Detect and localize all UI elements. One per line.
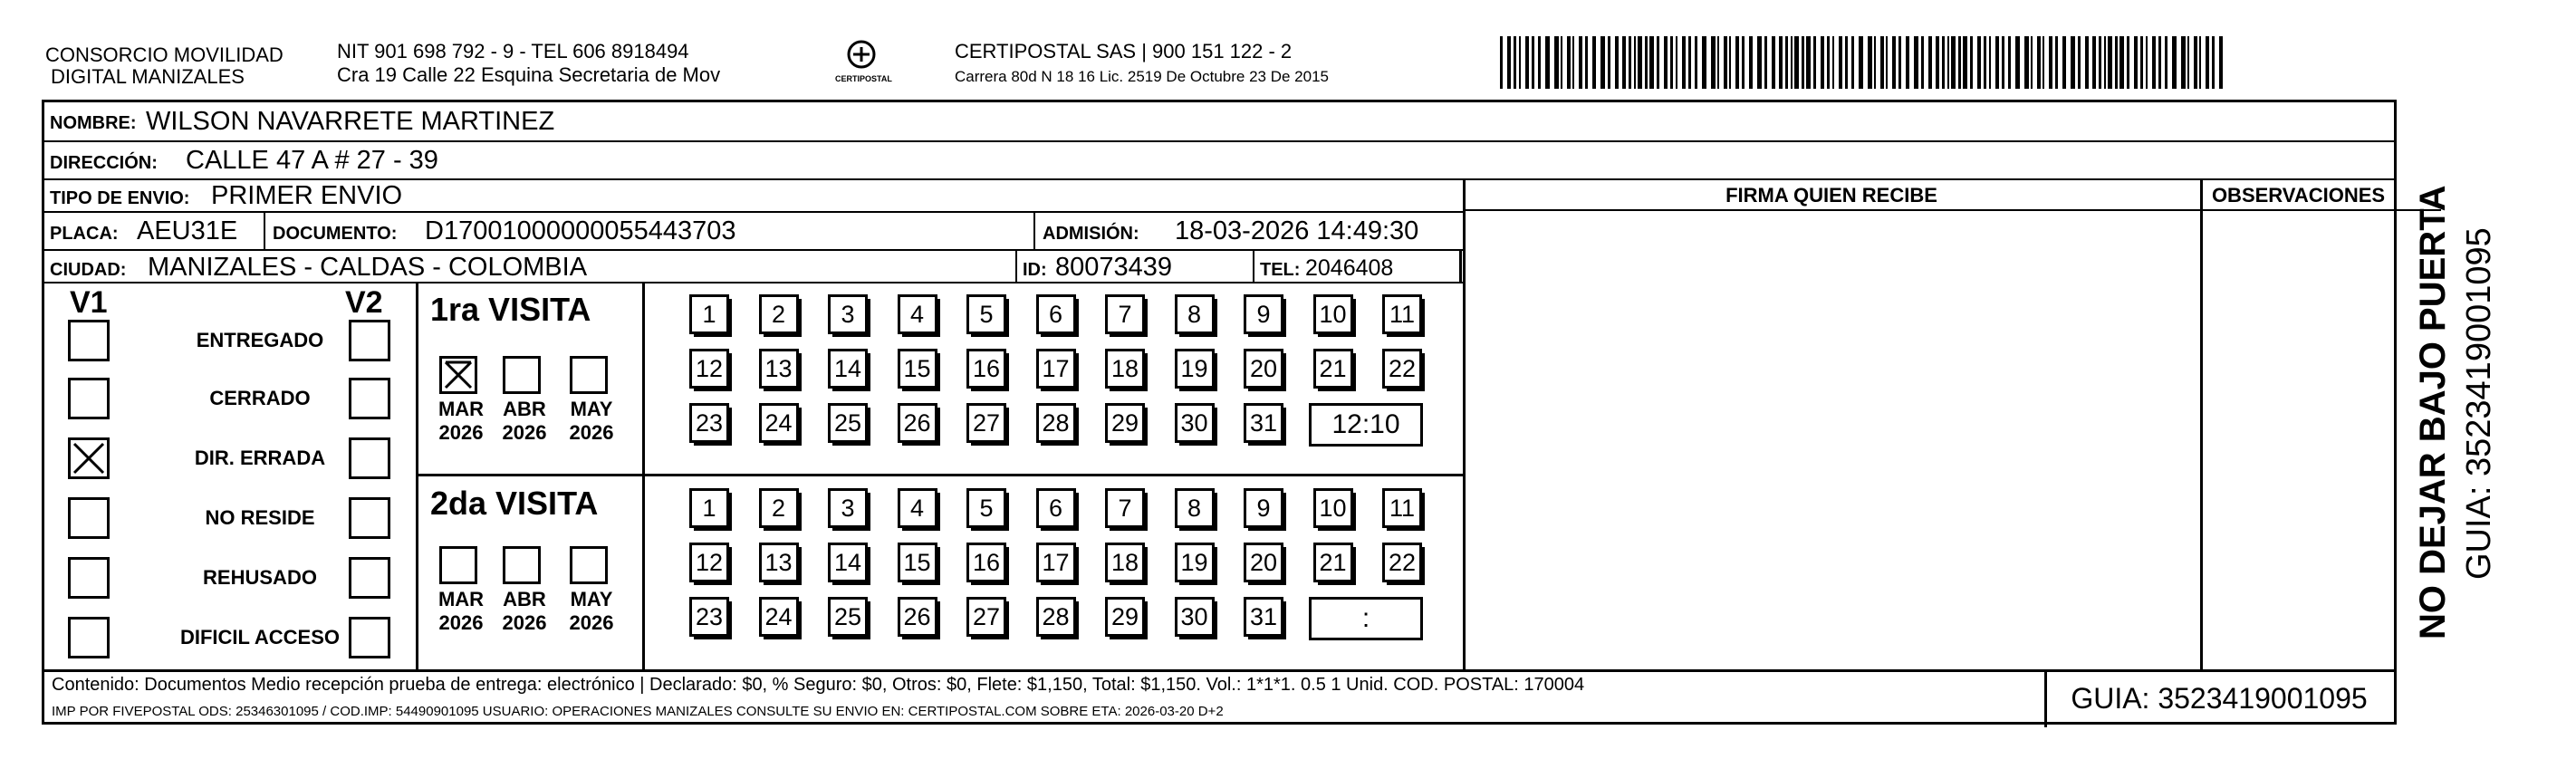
barcode-bar bbox=[1676, 36, 1677, 89]
barcode-bar bbox=[1608, 36, 1610, 89]
second-visit-day-box[interactable]: 20 bbox=[1244, 543, 1283, 582]
barcode-bar bbox=[1735, 36, 1739, 89]
barcode-bar bbox=[1989, 36, 1991, 89]
barcode-bar bbox=[1906, 36, 1909, 89]
first-visit-day-box[interactable]: 3 bbox=[828, 294, 868, 334]
first-visit-day-box[interactable]: 18 bbox=[1105, 349, 1145, 389]
second-visit-year-label: 2026 bbox=[438, 611, 484, 634]
barcode-bar bbox=[2024, 36, 2029, 89]
second-visit-title: 2da VISITA bbox=[430, 485, 599, 522]
barcode-bar bbox=[1806, 36, 1811, 89]
placa-label: PLACA: bbox=[50, 224, 119, 244]
visit-option-label: ENTREGADO bbox=[196, 329, 324, 351]
second-visit-day-box[interactable]: 1 bbox=[689, 488, 729, 528]
tel-label: TEL: bbox=[1260, 260, 1301, 280]
barcode-bar bbox=[1947, 36, 1949, 89]
second-visit-month-label: ABR bbox=[503, 588, 546, 610]
second-visit-month-checkbox[interactable] bbox=[439, 546, 477, 584]
days-right-border bbox=[1463, 283, 1466, 669]
visit-separator bbox=[416, 474, 1463, 476]
admision-value: 18-03-2026 14:49:30 bbox=[1175, 216, 1419, 245]
v2-label: V2 bbox=[345, 285, 383, 320]
first-visit-day-box[interactable]: 29 bbox=[1105, 403, 1145, 443]
second-visit-day-box[interactable]: 5 bbox=[966, 488, 1006, 528]
nombre-label: NOMBRE: bbox=[50, 113, 137, 133]
first-visit-day-box[interactable]: 13 bbox=[759, 349, 799, 389]
first-visit-day-box[interactable]: 31 bbox=[1244, 403, 1283, 443]
tipo-value: PRIMER ENVIO bbox=[211, 181, 403, 210]
barcode-bar bbox=[2158, 36, 2161, 89]
barcode-bar bbox=[1928, 36, 1932, 89]
barcode-bar bbox=[1717, 36, 1719, 89]
barcode-bar bbox=[1500, 36, 1503, 89]
barcode-bar bbox=[2071, 36, 2075, 89]
barcode-bar bbox=[1657, 36, 1659, 89]
second-visit-day-box[interactable]: 4 bbox=[898, 488, 937, 528]
barcode-bar bbox=[1711, 36, 1716, 89]
v1-checkbox[interactable] bbox=[68, 557, 110, 599]
first-visit-day-box[interactable]: 28 bbox=[1036, 403, 1076, 443]
imp-line: IMP POR FIVEPOSTAL ODS: 25346301095 / COD.IMP: 54490901095 USUARIO: OPERACIONES MANIZALES CONSULTE SU ENVIO EN: CERTIPOSTAL.COM SOBRE ETA: 2026-03-20 D+2 bbox=[52, 704, 1224, 719]
barcode-bar bbox=[1839, 36, 1842, 89]
first-visit-day-box[interactable]: 9 bbox=[1244, 294, 1283, 334]
barcode-bar bbox=[2062, 36, 2066, 89]
barcode-bar bbox=[1592, 36, 1596, 89]
barcode-bar bbox=[1951, 36, 1956, 89]
first-visit-day-box[interactable]: 8 bbox=[1175, 294, 1215, 334]
barcode-bar bbox=[1802, 36, 1804, 89]
tel-value: 2046408 bbox=[1305, 255, 1394, 281]
second-visit-day-box[interactable]: 19 bbox=[1175, 543, 1215, 582]
barcode-bar bbox=[1794, 36, 1799, 89]
barcode-bar bbox=[1845, 36, 1848, 89]
second-visit-day-box[interactable]: 14 bbox=[828, 543, 868, 582]
barcode-bar bbox=[2165, 36, 2167, 89]
documento-divider bbox=[1033, 213, 1035, 251]
first-visit-day-box[interactable]: 20 bbox=[1244, 349, 1283, 389]
barcode-bar bbox=[1921, 36, 1924, 89]
barcode-bar bbox=[1958, 36, 1961, 89]
barcode-bar bbox=[1886, 36, 1888, 89]
first-visit-day-box[interactable]: 23 bbox=[689, 403, 729, 443]
documento-value: D17001000000055443703 bbox=[425, 216, 736, 245]
barcode-bar bbox=[1977, 36, 1981, 89]
no-dejar-bajo-puerta: NO DEJAR BAJO PUERTA bbox=[2413, 185, 2453, 639]
first-visit-month-label: ABR bbox=[503, 398, 546, 420]
barcode-bar bbox=[2134, 36, 2138, 89]
barcode-bar bbox=[2002, 36, 2004, 89]
company-name-line2: DIGITAL MANIZALES bbox=[51, 65, 245, 88]
nombre-value: WILSON NAVARRETE MARTINEZ bbox=[146, 107, 555, 136]
barcode-bar bbox=[1545, 36, 1550, 89]
barcode-bar bbox=[2043, 36, 2044, 89]
months-divider bbox=[642, 283, 645, 669]
nombre-row bbox=[44, 102, 2394, 142]
barcode-bar bbox=[2055, 36, 2058, 89]
barcode-graphic bbox=[1500, 36, 2225, 89]
barcode-bar bbox=[1702, 36, 1706, 89]
v2-checkbox[interactable] bbox=[349, 320, 390, 361]
placa-divider bbox=[264, 213, 265, 251]
first-visit-month-checkbox[interactable] bbox=[439, 356, 477, 394]
admision-label: ADMISIÓN: bbox=[1043, 224, 1139, 244]
tel-right-border bbox=[1459, 251, 1462, 283]
second-visit-day-box[interactable]: 9 bbox=[1244, 488, 1283, 528]
first-visit-day-box[interactable]: 30 bbox=[1175, 403, 1215, 443]
barcode-bar bbox=[1670, 36, 1673, 89]
barcode-bar bbox=[1742, 36, 1745, 89]
second-visit-month-checkbox[interactable] bbox=[503, 546, 541, 584]
second-visit-day-box[interactable]: 18 bbox=[1105, 543, 1145, 582]
second-visit-day-box[interactable]: 27 bbox=[966, 597, 1006, 637]
first-visit-day-box[interactable]: 6 bbox=[1036, 294, 1076, 334]
first-visit-day-box[interactable]: 21 bbox=[1313, 349, 1353, 389]
barcode-bar bbox=[1554, 36, 1559, 89]
barcode-bar bbox=[1779, 36, 1783, 89]
nit-line: NIT 901 698 792 - 9 - TEL 606 8918494 bbox=[337, 40, 689, 62]
second-visit-day-box[interactable]: 26 bbox=[898, 597, 937, 637]
barcode-bar bbox=[1688, 36, 1691, 89]
visit-option-label: REHUSADO bbox=[203, 566, 317, 589]
v1-checkbox[interactable] bbox=[68, 320, 110, 361]
barcode-bar bbox=[1859, 36, 1863, 89]
first-visit-day-box[interactable]: 25 bbox=[828, 403, 868, 443]
obs-left-border bbox=[2200, 180, 2203, 669]
barcode-bar bbox=[2140, 36, 2143, 89]
id-divider bbox=[1253, 251, 1254, 283]
barcode-bar bbox=[2104, 36, 2106, 89]
barcode-bar bbox=[2015, 36, 2020, 89]
barcode-bar bbox=[1892, 36, 1896, 89]
first-visit-month-label: MAY bbox=[570, 398, 613, 420]
v1-checkbox[interactable] bbox=[68, 617, 110, 658]
barcode-bar bbox=[2099, 36, 2101, 89]
barcode-bar bbox=[2152, 36, 2156, 89]
barcode-bar bbox=[1634, 36, 1636, 89]
barcode-bar bbox=[1519, 36, 1521, 89]
first-visit-day-box[interactable]: 14 bbox=[828, 349, 868, 389]
barcode-bar bbox=[1880, 36, 1884, 89]
barcode-bar bbox=[1963, 36, 1967, 89]
barcode-bar bbox=[1874, 36, 1876, 89]
barcode-bar bbox=[1638, 36, 1642, 89]
barcode-bar bbox=[2119, 36, 2124, 89]
barcode-bar bbox=[2194, 36, 2197, 89]
first-visit-month-checkbox[interactable] bbox=[503, 356, 541, 394]
first-visit-day-box[interactable]: 12 bbox=[689, 349, 729, 389]
second-visit-day-box[interactable]: 28 bbox=[1036, 597, 1076, 637]
observations-area[interactable] bbox=[2206, 215, 2392, 668]
barcode-bar bbox=[1729, 36, 1731, 89]
ciudad-label: CIUDAD: bbox=[50, 260, 127, 280]
barcode-bar bbox=[1572, 36, 1574, 89]
certipostal-logo bbox=[835, 36, 892, 91]
barcode-bar bbox=[1724, 36, 1727, 89]
barcode-bar bbox=[2199, 36, 2201, 89]
second-visit-day-box[interactable]: 21 bbox=[1313, 543, 1353, 582]
signature-area[interactable] bbox=[1466, 215, 2196, 668]
first-visit-year-label: 2026 bbox=[502, 421, 547, 444]
barcode-bar bbox=[1561, 36, 1562, 89]
barcode-bar bbox=[1851, 36, 1854, 89]
direccion-label: DIRECCIÓN: bbox=[50, 153, 158, 173]
first-visit-month-checkbox[interactable] bbox=[570, 356, 608, 394]
first-visit-year-label: 2026 bbox=[438, 421, 484, 444]
documento-label: DOCUMENTO: bbox=[273, 224, 398, 244]
barcode-bar bbox=[2219, 36, 2223, 89]
barcode-bar bbox=[2108, 36, 2112, 89]
barcode-bar bbox=[1764, 36, 1767, 89]
placa-row bbox=[44, 213, 1463, 251]
barcode-bar bbox=[2187, 36, 2189, 89]
v2-checkbox[interactable] bbox=[349, 437, 390, 479]
second-visit-year-label: 2026 bbox=[569, 611, 614, 634]
barcode-bar bbox=[1936, 36, 1939, 89]
barcode-bar bbox=[1538, 36, 1541, 89]
barcode-bar bbox=[2206, 36, 2209, 89]
first-visit-day-box[interactable]: 1 bbox=[689, 294, 729, 334]
first-visit-title: 1ra VISITA bbox=[430, 291, 591, 328]
second-visit-day-box[interactable]: 30 bbox=[1175, 597, 1215, 637]
barcode-bar bbox=[1525, 36, 1529, 89]
v1-checkbox[interactable] bbox=[68, 437, 110, 479]
barcode-bar bbox=[1622, 36, 1626, 89]
first-visit-day-box[interactable]: 7 bbox=[1105, 294, 1145, 334]
barcode-bar bbox=[2037, 36, 2041, 89]
barcode-bar bbox=[2092, 36, 2096, 89]
barcode-bar bbox=[1832, 36, 1834, 89]
second-visit-day-box[interactable]: 7 bbox=[1105, 488, 1145, 528]
first-visit-day-box[interactable]: 22 bbox=[1382, 349, 1422, 389]
visit-option-label: NO RESIDE bbox=[205, 506, 315, 529]
first-visit-day-box[interactable]: 27 bbox=[966, 403, 1006, 443]
first-visit-time-box[interactable]: 12:10 bbox=[1309, 403, 1423, 447]
barcode-bar bbox=[1898, 36, 1901, 89]
tipo-label: TIPO DE ENVIO: bbox=[50, 188, 190, 208]
barcode-bar bbox=[2008, 36, 2011, 89]
v1-label: V1 bbox=[70, 285, 108, 320]
second-visit-day-box[interactable]: 3 bbox=[828, 488, 868, 528]
shipping-form bbox=[42, 100, 2397, 725]
barcode-bar bbox=[2146, 36, 2148, 89]
barcode-bar bbox=[1785, 36, 1788, 89]
side-guia: GUIA: 3523419001095 bbox=[2460, 227, 2498, 580]
second-visit-day-box[interactable]: 16 bbox=[966, 543, 1006, 582]
company-name-line1: CONSORCIO MOVILIDAD bbox=[45, 43, 284, 66]
barcode-bar bbox=[2212, 36, 2215, 89]
barcode-bar bbox=[1791, 36, 1793, 89]
barcode-bar bbox=[1682, 36, 1686, 89]
visit-option-label: CERRADO bbox=[209, 387, 311, 409]
barcode-bar bbox=[1757, 36, 1762, 89]
footer-top-border bbox=[44, 669, 2394, 672]
barcode-bar bbox=[2085, 36, 2089, 89]
second-visit-month-checkbox[interactable] bbox=[570, 546, 608, 584]
second-visit-day-box[interactable]: 12 bbox=[689, 543, 729, 582]
barcode-bar bbox=[2078, 36, 2081, 89]
options-divider bbox=[416, 283, 418, 669]
ciudad-value: MANIZALES - CALDAS - COLOMBIA bbox=[148, 253, 588, 282]
barcode-bar bbox=[2172, 36, 2177, 89]
barcode-bar bbox=[1567, 36, 1571, 89]
barcode-bar bbox=[1821, 36, 1824, 89]
second-visit-day-box[interactable]: 8 bbox=[1175, 488, 1215, 528]
barcode-bar bbox=[1868, 36, 1872, 89]
barcode-bar bbox=[2181, 36, 2186, 89]
certipostal-line: CERTIPOSTAL SAS | 900 151 122 - 2 bbox=[955, 40, 1293, 62]
first-visit-day-box[interactable]: 10 bbox=[1313, 294, 1353, 334]
second-visit-day-box[interactable]: 29 bbox=[1105, 597, 1145, 637]
barcode-bar bbox=[2115, 36, 2118, 89]
direccion-value: CALLE 47 A # 27 - 39 bbox=[186, 146, 438, 175]
barcode-bar bbox=[1813, 36, 1816, 89]
barcode-bar bbox=[1970, 36, 1973, 89]
first-visit-month-label: MAR bbox=[437, 398, 485, 420]
barcode-bar bbox=[1629, 36, 1631, 89]
visit-option-label: DIR. ERRADA bbox=[194, 447, 326, 469]
first-visit-year-label: 2026 bbox=[569, 421, 614, 444]
id-label: ID: bbox=[1023, 260, 1047, 280]
second-visit-day-box[interactable]: 15 bbox=[898, 543, 937, 582]
second-visit-day-box[interactable]: 13 bbox=[759, 543, 799, 582]
barcode-bar bbox=[1507, 36, 1511, 89]
barcode-bar bbox=[1532, 36, 1534, 89]
v1-checkbox[interactable] bbox=[68, 378, 110, 419]
logo-text: CERTIPOSTAL bbox=[835, 74, 892, 83]
first-visit-day-box[interactable]: 26 bbox=[898, 403, 937, 443]
tipo-row bbox=[44, 180, 1463, 213]
second-visit-month-label: MAR bbox=[437, 588, 485, 610]
barcode-bar bbox=[1995, 36, 1999, 89]
barcode-bar bbox=[1942, 36, 1945, 89]
v2-checkbox[interactable] bbox=[349, 557, 390, 599]
observaciones-label: OBSERVACIONES bbox=[2211, 184, 2386, 207]
barcode-bar bbox=[1649, 36, 1654, 89]
firma-quien-recibe-label: FIRMA QUIEN RECIBE bbox=[1725, 184, 1937, 207]
first-visit-day-box[interactable]: 16 bbox=[966, 349, 1006, 389]
barcode-bar bbox=[1914, 36, 1918, 89]
barcode-bar bbox=[2049, 36, 2052, 89]
visit-area bbox=[44, 283, 1463, 669]
license-line: Carrera 80d N 18 16 Lic. 2519 De Octubre 23 De 2015 bbox=[955, 68, 1329, 85]
barcode-bar bbox=[1645, 36, 1648, 89]
contenido-text: Contenido: Documentos Medio recepción prueba de entrega: electrónico | Declarado: $0, % Seguro: $0, Otros: $0, Flete: $1,150, Total: $1,150. Vol.: 1*1*1. 0.5 1 Unid. COD. POSTAL: 170004 bbox=[52, 675, 1585, 695]
ciudad-row bbox=[44, 251, 1463, 283]
direccion-row bbox=[44, 142, 2394, 180]
second-visit-day-box[interactable]: 17 bbox=[1036, 543, 1076, 582]
second-visit-day-box[interactable]: 24 bbox=[759, 597, 799, 637]
firma-header-line bbox=[1463, 209, 2441, 211]
v2-checkbox[interactable] bbox=[349, 378, 390, 419]
second-visit-day-box[interactable]: 10 bbox=[1313, 488, 1353, 528]
barcode-bar bbox=[1984, 36, 1986, 89]
barcode-bar bbox=[2031, 36, 2033, 89]
barcode-bar bbox=[1579, 36, 1582, 89]
barcode-bar bbox=[1600, 36, 1605, 89]
first-visit-day-box[interactable]: 15 bbox=[898, 349, 937, 389]
v2-checkbox[interactable] bbox=[349, 617, 390, 658]
barcode-bar bbox=[1615, 36, 1619, 89]
address-line: Cra 19 Calle 22 Esquina Secretaria de Mov bbox=[337, 63, 721, 86]
first-visit-day-box[interactable]: 17 bbox=[1036, 349, 1076, 389]
barcode-bar bbox=[1514, 36, 1516, 89]
first-visit-day-box[interactable]: 19 bbox=[1175, 349, 1215, 389]
barcode-bar bbox=[1695, 36, 1697, 89]
barcode-bar bbox=[1664, 36, 1668, 89]
first-visit-day-box[interactable]: 24 bbox=[759, 403, 799, 443]
barcode-bar bbox=[1585, 36, 1588, 89]
second-visit-day-box[interactable]: 2 bbox=[759, 488, 799, 528]
barcode-bar bbox=[1749, 36, 1753, 89]
first-visit-day-box[interactable]: 4 bbox=[898, 294, 937, 334]
second-visit-time-box[interactable]: : bbox=[1309, 597, 1423, 640]
id-value: 80073439 bbox=[1055, 253, 1173, 282]
second-visit-month-label: MAY bbox=[570, 588, 613, 610]
first-visit-day-box[interactable]: 5 bbox=[966, 294, 1006, 334]
second-visit-day-box[interactable]: 6 bbox=[1036, 488, 1076, 528]
second-visit-day-box[interactable]: 31 bbox=[1244, 597, 1283, 637]
ciudad-divider bbox=[1015, 251, 1017, 283]
barcode bbox=[1500, 36, 2225, 89]
visit-option-label: DIFICIL ACCESO bbox=[179, 626, 340, 649]
first-visit-day-box[interactable]: 11 bbox=[1382, 294, 1422, 334]
barcode-bar bbox=[1827, 36, 1830, 89]
second-visit-day-box[interactable]: 25 bbox=[828, 597, 868, 637]
footer-guia: GUIA: 3523419001095 bbox=[2071, 682, 2368, 715]
v2-checkbox[interactable] bbox=[349, 497, 390, 539]
second-visit-day-box[interactable]: 11 bbox=[1382, 488, 1422, 528]
placa-value: AEU31E bbox=[137, 216, 238, 245]
v1-checkbox[interactable] bbox=[68, 497, 110, 539]
barcode-bar bbox=[2127, 36, 2129, 89]
second-visit-year-label: 2026 bbox=[502, 611, 547, 634]
second-visit-day-box[interactable]: 22 bbox=[1382, 543, 1422, 582]
first-visit-day-box[interactable]: 2 bbox=[759, 294, 799, 334]
barcode-bar bbox=[1772, 36, 1775, 89]
second-visit-day-box[interactable]: 23 bbox=[689, 597, 729, 637]
